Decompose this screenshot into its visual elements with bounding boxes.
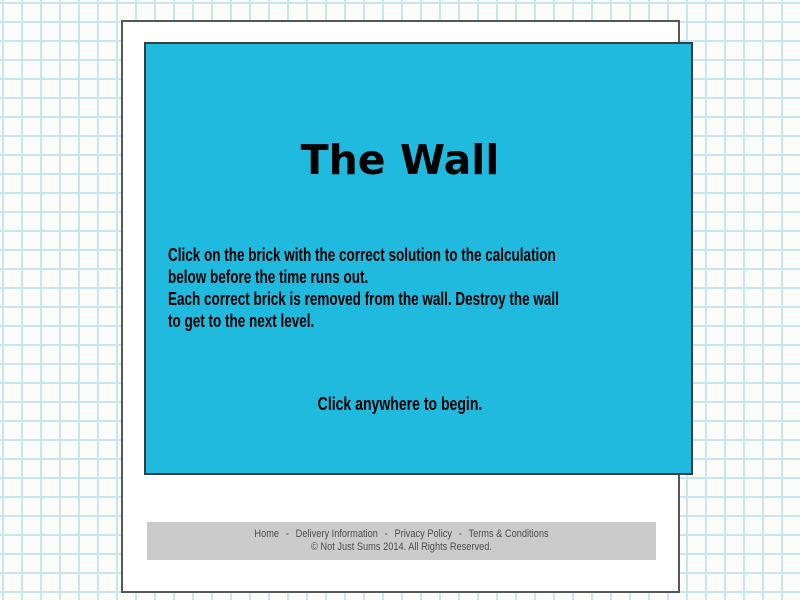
footer-link-home[interactable]: Home: [254, 528, 280, 540]
instructions-line-1: Click on the brick with the correct solution to the calculation: [168, 245, 556, 265]
footer-link-delivery-information[interactable]: Delivery Information: [295, 528, 378, 540]
page-card: [121, 20, 680, 593]
begin-prompt: Click anywhere to begin.: [317, 394, 483, 414]
footer-nav: [188, 522, 616, 541]
game-title: The Wall: [300, 136, 500, 184]
instructions-line-4: to get to the next level.: [168, 311, 315, 331]
footer-separator: -: [285, 528, 289, 540]
instructions-line-2: below before the time runs out.: [168, 267, 369, 287]
footer-separator: -: [384, 528, 388, 540]
game-instructions: [168, 244, 559, 332]
footer-link-terms-conditions[interactable]: Terms & Conditions: [468, 528, 549, 540]
copyright-text: © Not Just Sums 2014. All Rights Reserved.: [311, 541, 492, 553]
game-stage[interactable]: [144, 42, 693, 475]
footer-bar: [147, 522, 656, 560]
footer-separator: -: [458, 528, 462, 540]
footer-link-privacy-policy[interactable]: Privacy Policy: [394, 528, 453, 540]
instructions-line-3: Each correct brick is removed from the wall. Destroy the wall: [168, 289, 559, 309]
